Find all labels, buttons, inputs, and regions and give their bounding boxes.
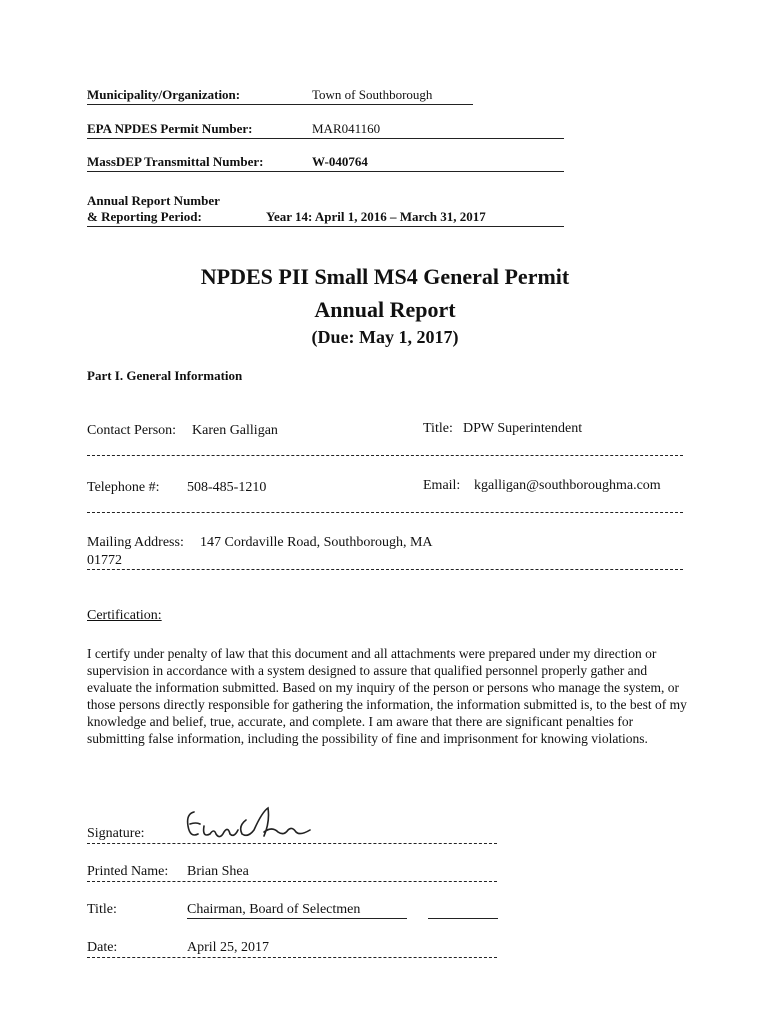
signoff-title-underline	[187, 918, 407, 919]
part1-heading: Part I. General Information	[87, 368, 243, 383]
contact-underline	[87, 455, 683, 456]
signoff-title-underline-2	[428, 918, 498, 919]
municipality-underline	[87, 104, 473, 105]
report-underline	[87, 226, 564, 227]
signature-label: Signature:	[87, 826, 145, 841]
contact-label: Contact Person:	[87, 423, 177, 438]
contact-value: Karen Galligan	[192, 423, 278, 438]
email-label: Email:	[423, 478, 461, 493]
certification-heading: Certification:	[87, 608, 162, 623]
transmittal-value: W-040764	[312, 154, 368, 169]
telephone-value: 508-485-1210	[187, 480, 267, 495]
mailing-underline	[87, 569, 683, 570]
title-field-value: DPW Superintendent	[463, 421, 583, 436]
permit-label: EPA NPDES Permit Number:	[87, 121, 253, 136]
report-value: Year 14: April 1, 2016 – March 31, 2017	[266, 209, 486, 224]
mailing-label: Mailing Address:	[87, 535, 184, 550]
title-field-label: Title:	[423, 421, 453, 436]
transmittal-underline	[87, 171, 564, 172]
date-label: Date:	[87, 940, 118, 955]
printed-name-underline	[87, 881, 497, 882]
date-value: April 25, 2017	[187, 940, 270, 955]
certification-text: I certify under penalty of law that this document and all attachments were prepared under my direction or supervision in accordance with a system designed to assure that qualified personnel properly gather and evaluate the information submitted. Based on my inquiry of the person or persons who manage the system, or those persons directly responsible for gathering the information, the information submitted is, to the best of my knowledge and belief, true, accurate, and complete. I am aware that there are significant penalties for submitting false information, including the possibility of fine and imprisonment for knowing violations.	[87, 646, 687, 746]
due-date: (Due: May 1, 2017)	[311, 327, 459, 347]
printed-name-value: Brian Shea	[187, 864, 249, 879]
date-underline	[87, 957, 497, 958]
telephone-underline	[87, 512, 683, 513]
transmittal-label: MassDEP Transmittal Number:	[87, 154, 264, 169]
signature-underline	[87, 843, 497, 844]
printed-name-label: Printed Name:	[87, 864, 169, 879]
signoff-title-label: Title:	[87, 902, 117, 917]
email-value: kgalligan@southboroughma.com	[474, 478, 661, 493]
report-label-line2: & Reporting Period:	[87, 209, 202, 224]
document-title: NPDES PII Small MS4 General Permit	[200, 264, 570, 289]
report-label-line1: Annual Report Number	[87, 193, 220, 208]
municipality-value: Town of Southborough	[312, 87, 433, 102]
mailing-value: 147 Cordaville Road, Southborough, MA	[200, 535, 433, 550]
document-subtitle: Annual Report	[314, 297, 456, 322]
signoff-title-value: Chairman, Board of Selectmen	[187, 902, 361, 917]
telephone-label: Telephone #:	[87, 480, 160, 495]
permit-value: MAR041160	[312, 121, 381, 136]
municipality-label: Municipality/Organization:	[87, 87, 241, 102]
permit-underline	[87, 138, 564, 139]
mailing-zip: 01772	[87, 553, 122, 568]
